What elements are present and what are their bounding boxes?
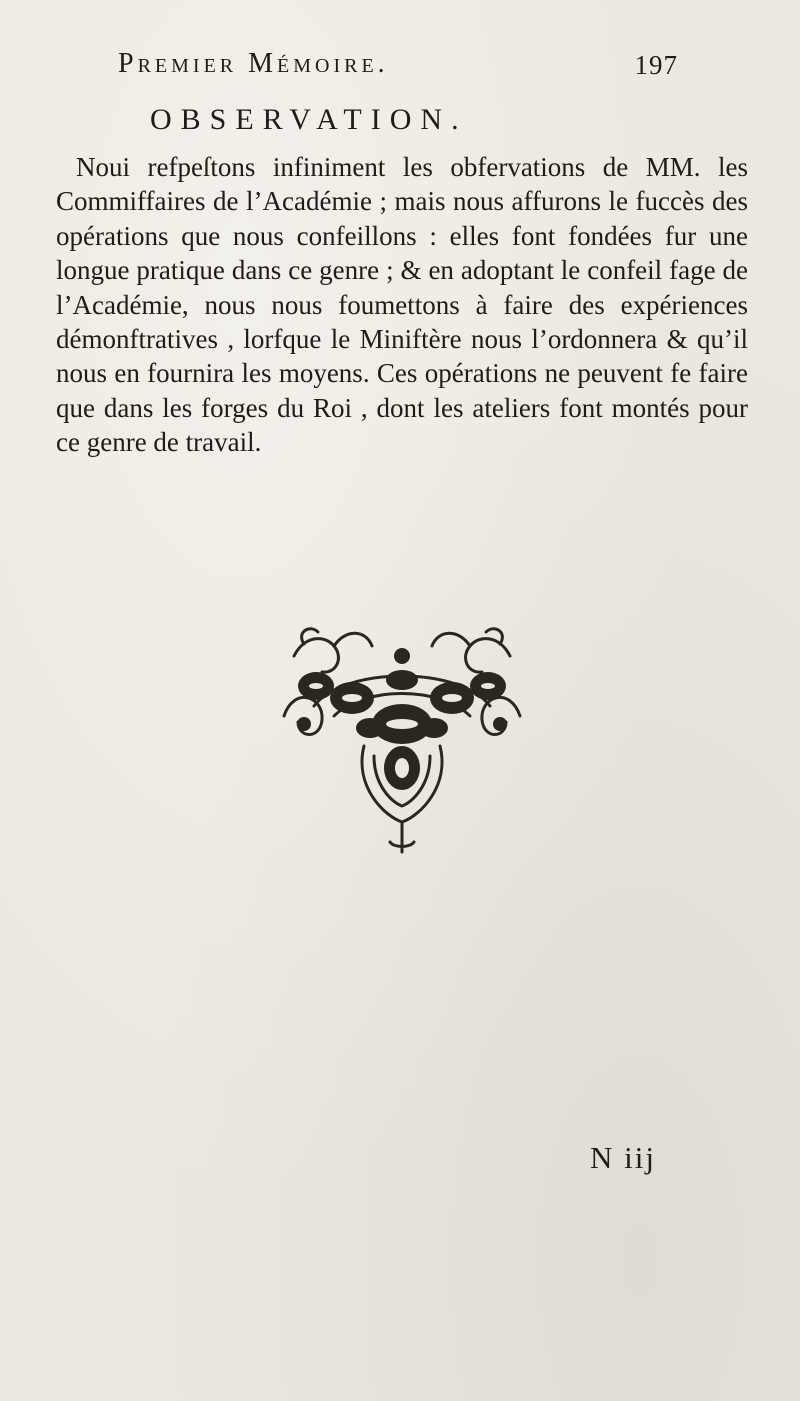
running-head [118,48,678,84]
signature-mark: N iij [590,1140,656,1175]
floral-tailpiece-icon [274,616,530,856]
page-number: 197 [634,50,678,80]
body-paragraph: Noui refpeſtons infiniment les obfervations de MM. les Commiffaires de l’Académie ; mais nous affurons le fuccès des opérations que nous confeillons : elles font fondées fur une longue pratique dans ce genre ; & en adoptant le confeil fage de l’Académie, nous nous foumettons à faire des expériences démonftratives , lorfque le Miniftère nous l’ordonnera & qu’il nous en fournira les moyens. Ces opérations ne peuvent fe faire que dans les forges du Roi , dont les ateliers font montés pour ce genre de travail. [56,152,748,458]
running-head-title: Premier Mémoire. [118,48,389,79]
section-title: OBSERVATION. [150,103,468,136]
